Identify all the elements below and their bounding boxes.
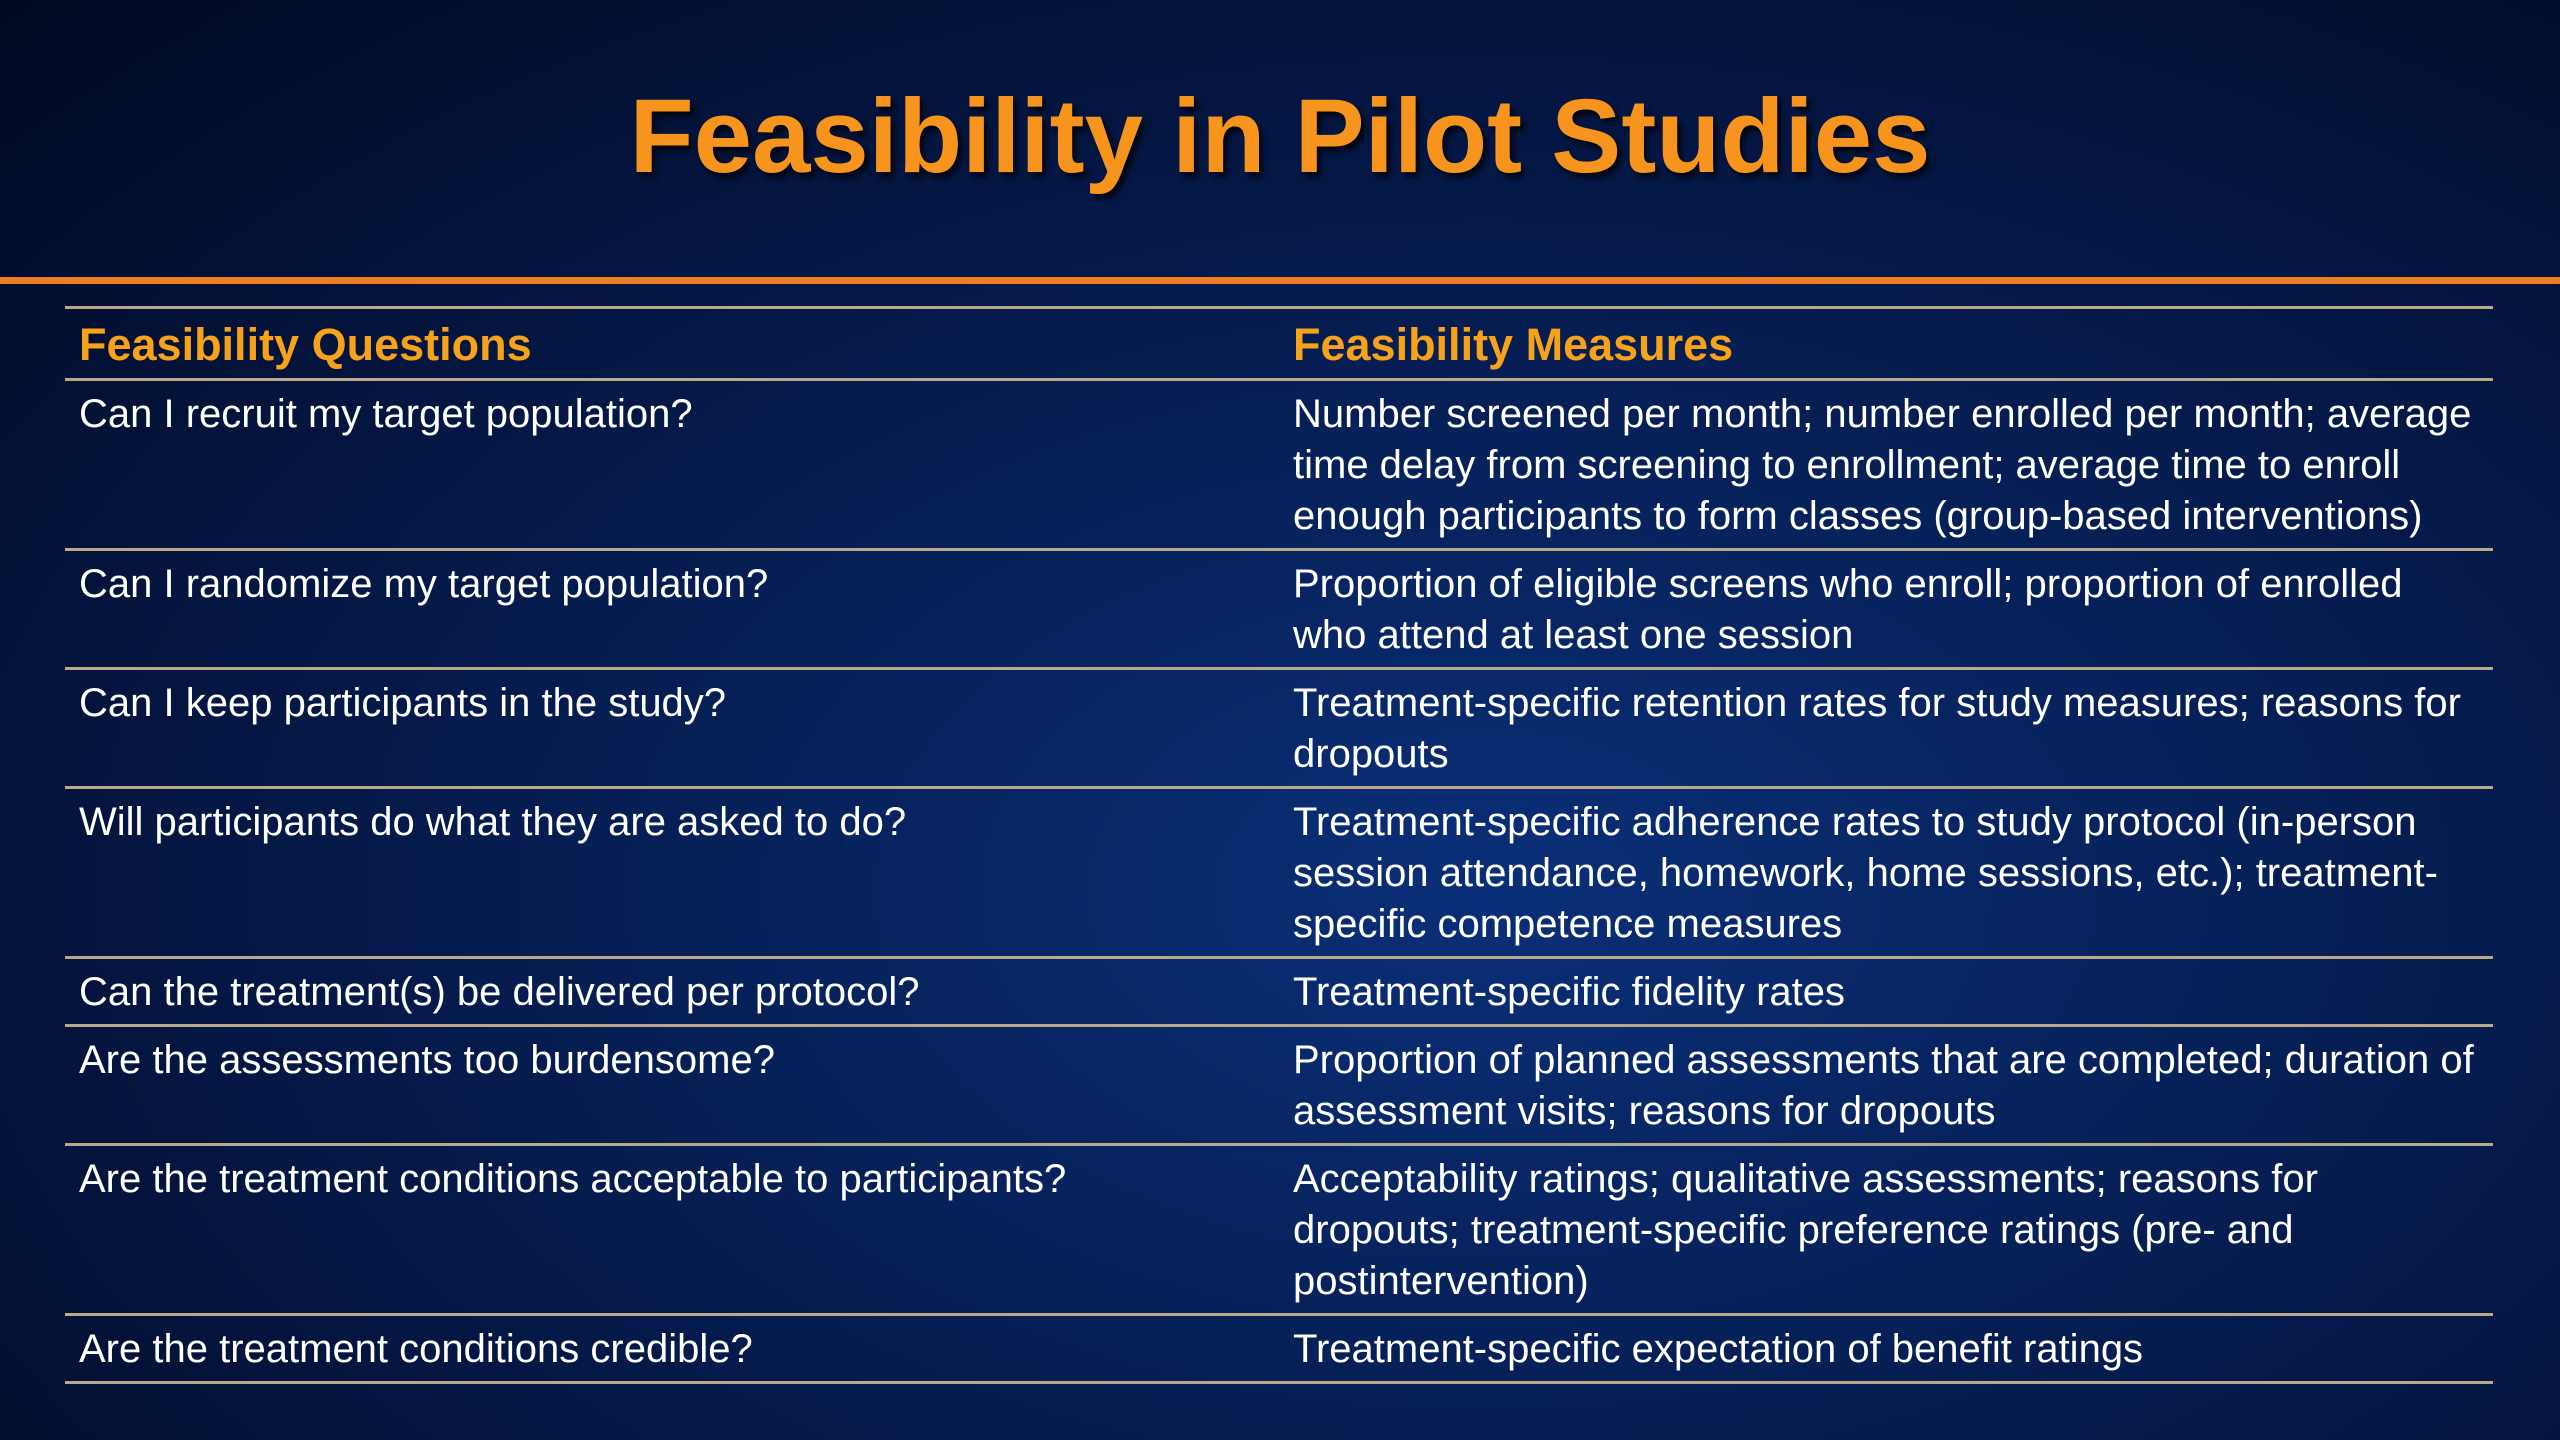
- question-cell: Will participants do what they are asked to do?: [65, 788, 1279, 958]
- title-divider: [0, 277, 2560, 284]
- feasibility-table-container: [65, 306, 2493, 1384]
- measure-cell: Proportion of eligible screens who enroll; proportion of enrolled who attend at least one session: [1279, 550, 2493, 669]
- question-cell: Can the treatment(s) be delivered per protocol?: [65, 958, 1279, 1026]
- column-header-questions: Feasibility Questions: [65, 308, 1279, 380]
- table-header-row: [65, 308, 2493, 380]
- table-row: [65, 669, 2493, 788]
- question-cell: Are the treatment conditions acceptable to participants?: [65, 1145, 1279, 1315]
- table-row: [65, 550, 2493, 669]
- measure-cell: Number screened per month; number enrolled per month; average time delay from screening to enrollment; average time to enroll enough participants to form classes (group-based interventions): [1279, 380, 2493, 550]
- slide-title: Feasibility in Pilot Studies: [629, 78, 1931, 195]
- measure-cell: Treatment-specific fidelity rates: [1279, 958, 2493, 1026]
- measure-cell: Treatment-specific adherence rates to study protocol (in-person session attendance, homework, home sessions, etc.); treatment-specific competence measures: [1279, 788, 2493, 958]
- table-row: [65, 1145, 2493, 1315]
- question-cell: Can I keep participants in the study?: [65, 669, 1279, 788]
- measure-cell: Treatment-specific retention rates for study measures; reasons for dropouts: [1279, 669, 2493, 788]
- column-header-measures: Feasibility Measures: [1279, 308, 2493, 380]
- table-row: [65, 1315, 2493, 1383]
- table-row: [65, 958, 2493, 1026]
- measure-cell: Treatment-specific expectation of benefit ratings: [1279, 1315, 2493, 1383]
- question-cell: Are the assessments too burdensome?: [65, 1026, 1279, 1145]
- measure-cell: Acceptability ratings; qualitative assessments; reasons for dropouts; treatment-specific preference ratings (pre- and postintervention): [1279, 1145, 2493, 1315]
- feasibility-table: [65, 306, 2493, 1384]
- table-row: [65, 1026, 2493, 1145]
- table-row: [65, 788, 2493, 958]
- question-cell: Are the treatment conditions credible?: [65, 1315, 1279, 1383]
- measure-cell: Proportion of planned assessments that are completed; duration of assessment visits; reasons for dropouts: [1279, 1026, 2493, 1145]
- question-cell: Can I recruit my target population?: [65, 380, 1279, 550]
- table-row: [65, 380, 2493, 550]
- question-cell: Can I randomize my target population?: [65, 550, 1279, 669]
